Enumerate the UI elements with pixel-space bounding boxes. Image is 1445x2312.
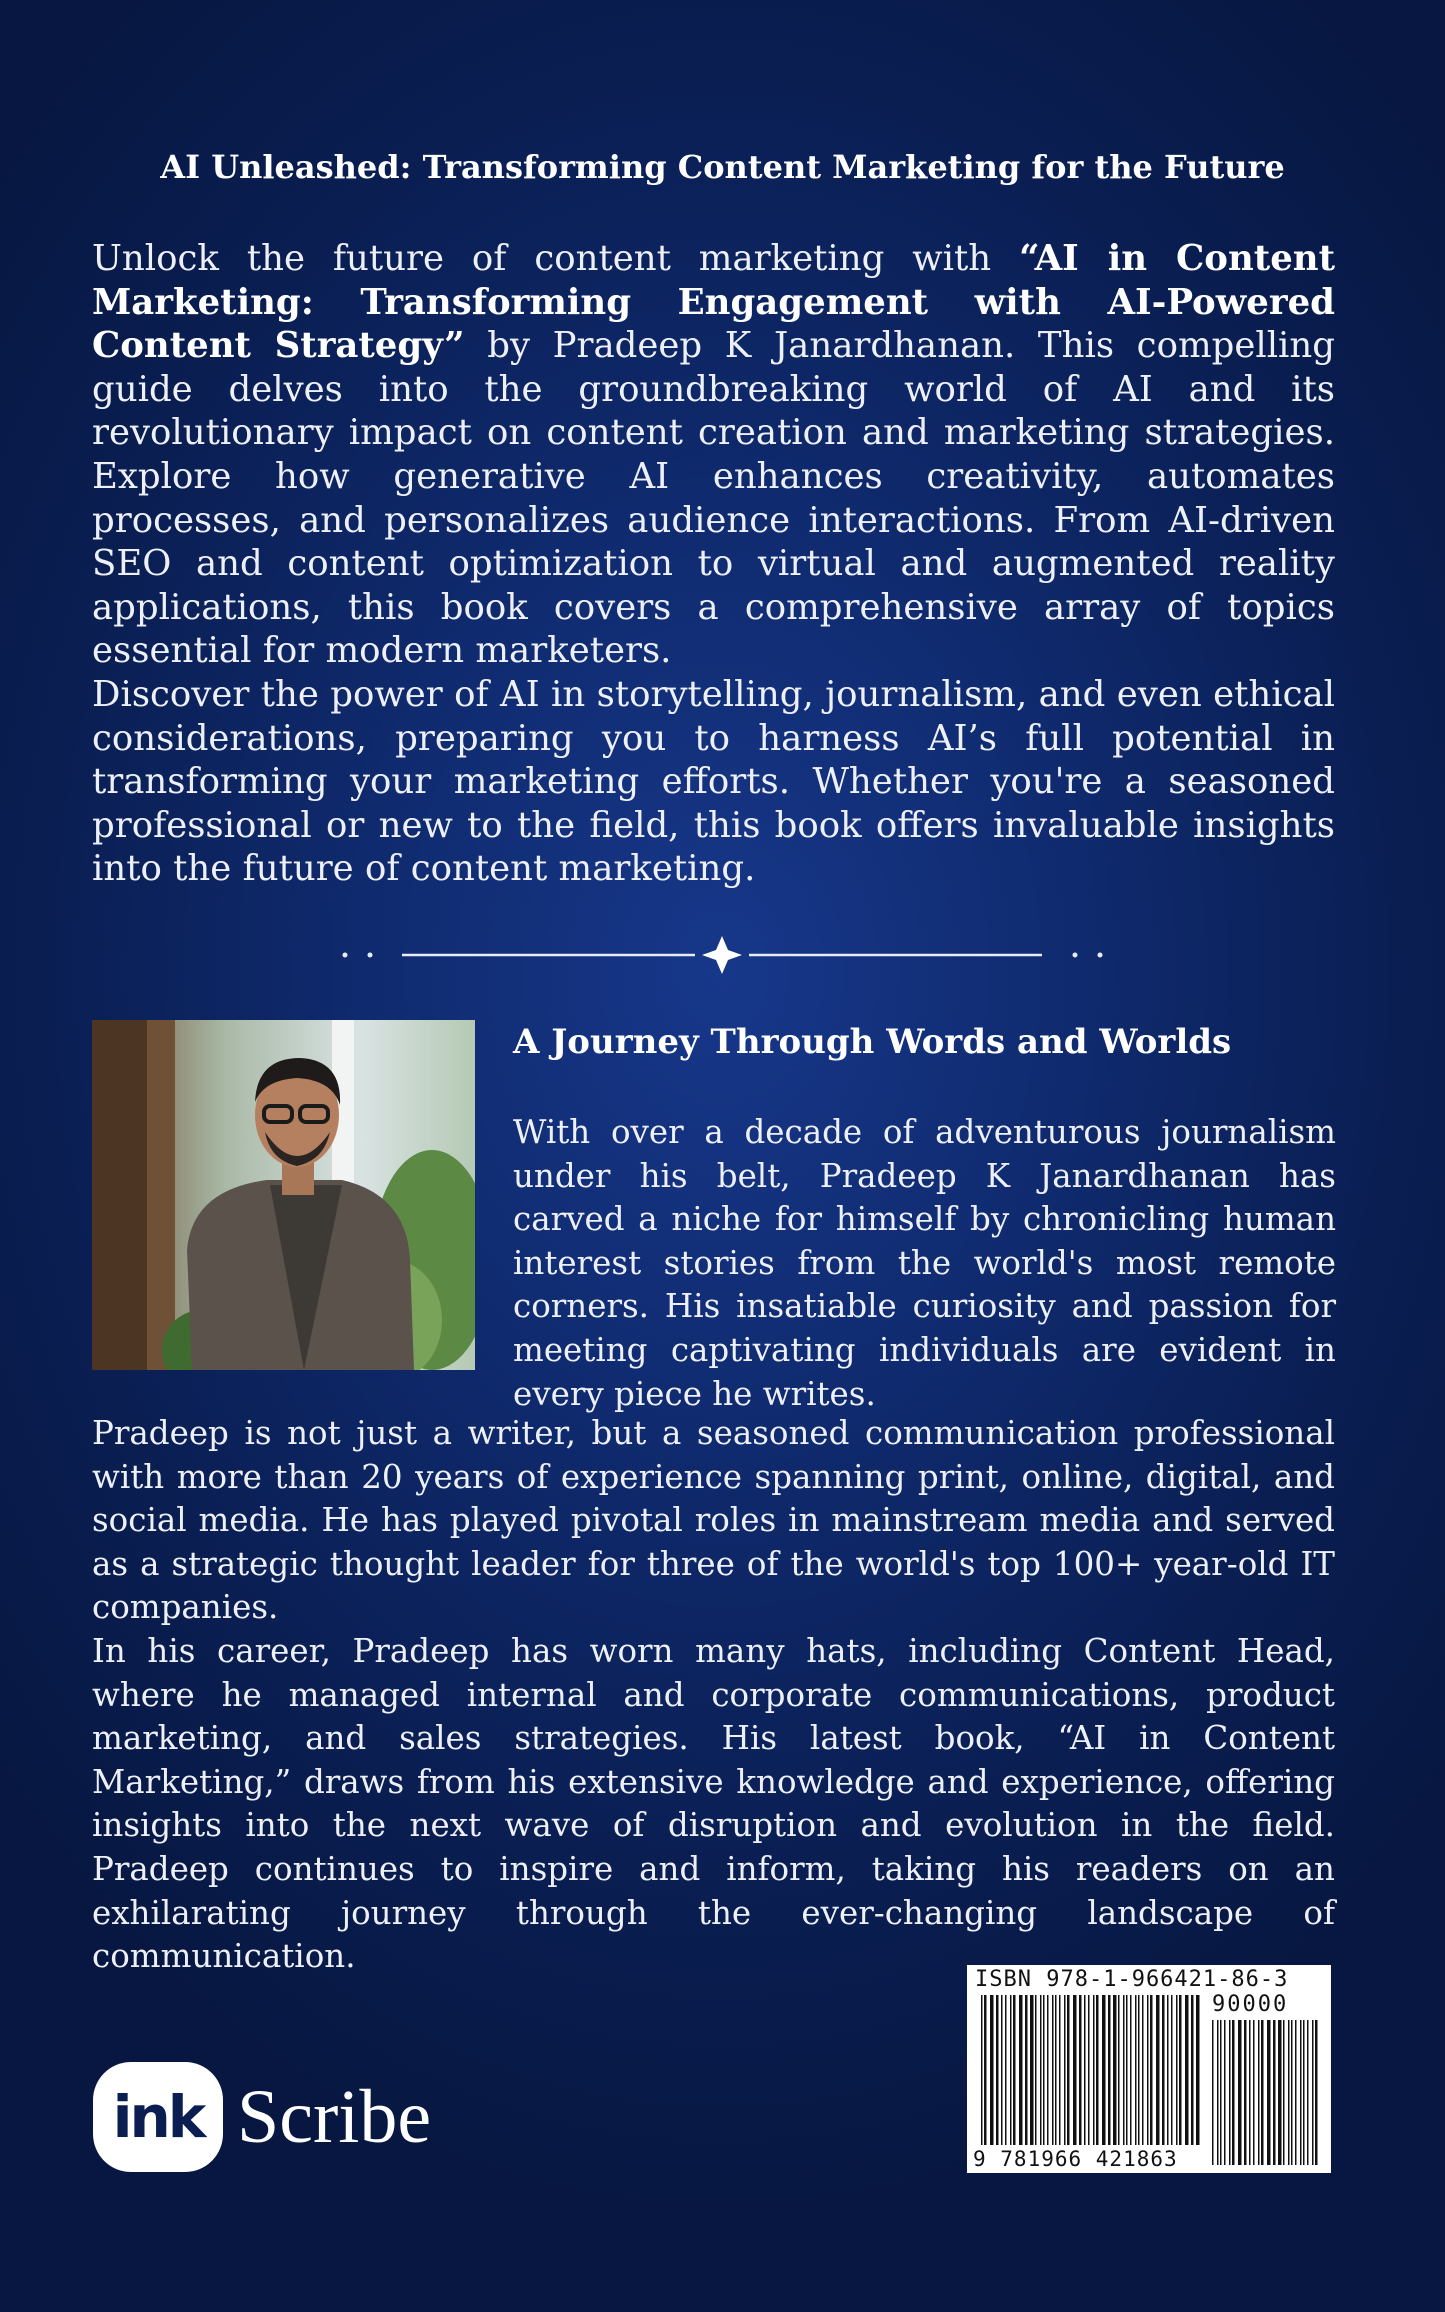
blurb-paragraph-2: Discover the power of AI in storytelling, journalism, and even ethical considerations, preparing you to harness AI’s full potential in transforming your marketing efforts. Whether you're a seasoned professional or new to the field, this book offers invaluable insights into the future of content marketing.: [92, 674, 1335, 890]
bio-paragraph-1: With over a decade of adventurous journalism under his belt, Pradeep K Janardhanan has carved a niche for himself by chronicling human interest stories from the world's most remote corners. His insatiable curiosity and passion for meeting captivating individuals are evident in every piece he writes.: [513, 1113, 1336, 1413]
isbn-label: ISBN 978-1-966421-86-3: [975, 1967, 1289, 1992]
blurb-intro: Unlock the future of content marketing with: [92, 238, 992, 279]
bio-title: A Journey Through Words and Worlds: [513, 1022, 1232, 1062]
author-photo: [92, 1020, 475, 1370]
blurb-paragraph-1: [92, 237, 1335, 673]
isbn-barcode: [967, 1965, 1331, 2173]
addon-code: 90000: [1212, 1992, 1289, 2017]
publisher-logo: [93, 2062, 431, 2172]
ean-digits: 9 781966 421863: [973, 2147, 1178, 2171]
headline: AI Unleashed: Transforming Content Marketing for the Future: [160, 148, 1285, 186]
publisher-badge-text: ink: [112, 2083, 204, 2151]
book-title: “AI in Content Marketing: Transforming Engagement with AI-Powered Content Strategy”: [92, 238, 1335, 367]
publisher-name: Scribe: [237, 2074, 432, 2159]
bio-paragraph-3: In his career, Pradeep has worn many hats, including Content Head, where he managed internal and corporate communications, product marketing, and sales strategies. His latest book, “AI in Content Marketing,” draws from his extensive knowledge and experience, offering insights into the next wave of disruption and evolution in the field. Pradeep continues to inspire and inform, taking his readers on an exhilarating journey through the ever-changing landscape of communication.: [92, 1632, 1335, 1976]
ornament-divider: [330, 930, 1115, 980]
blurb-rest: by Pradeep K Janardhanan. This compelling guide delves into the groundbreaking world of AI and its revolutionary impact on content creation and marketing strategies. Explore how generative AI enhances creativity, automates processes, and personalizes audience interactions. From AI-driven SEO and content optimization to virtual and augmented reality applications, this book covers a comprehensive array of topics essential for modern marketers.: [92, 325, 1335, 672]
bio-paragraph-2: Pradeep is not just a writer, but a seasoned communication professional with more than 20 years of experience spanning print, online, digital, and social media. He has played pivotal roles in mainstream media and served as a strategic thought leader for three of the world's top 100+ year-old IT companies.: [92, 1414, 1335, 1627]
publisher-badge: [93, 2062, 223, 2172]
